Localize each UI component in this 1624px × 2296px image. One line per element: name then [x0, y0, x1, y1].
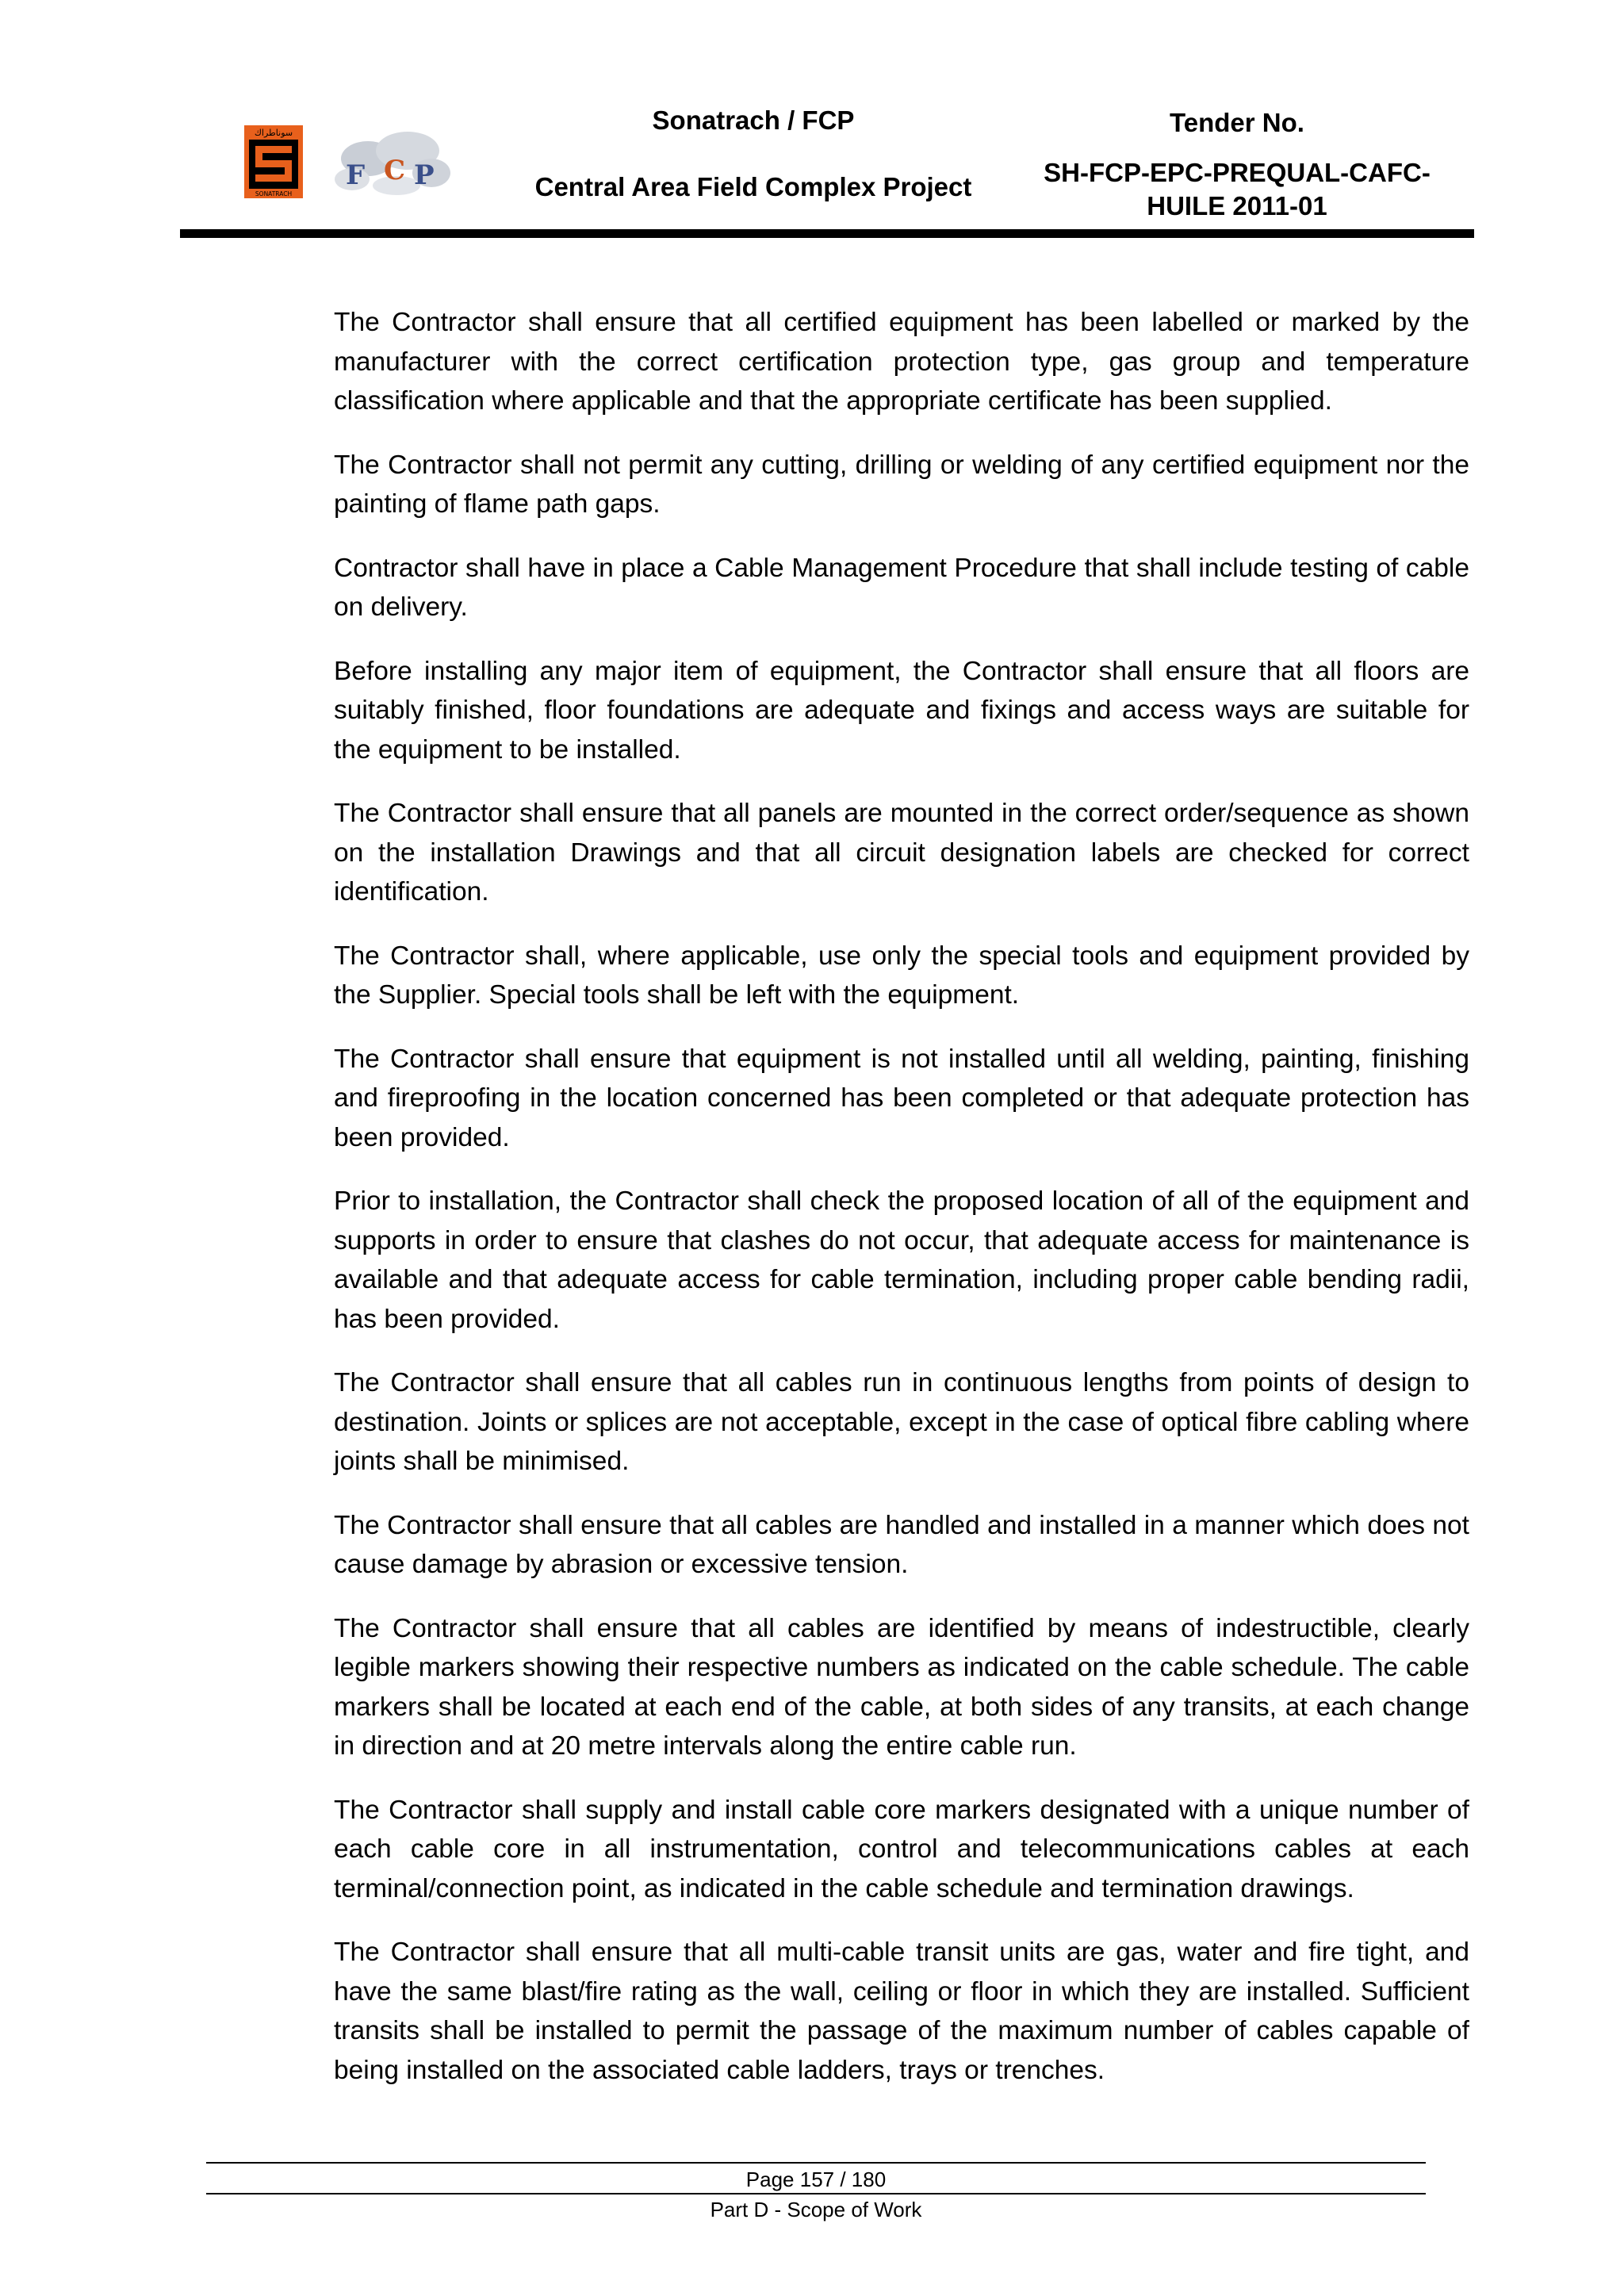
fcp-logo-letter-c: C — [384, 155, 406, 186]
paragraph: The Contractor shall ensure that all cables are handled and installed in a manner which does not cause damage by abrasion or excessive tension. — [334, 1510, 1469, 1579]
paragraph: The Contractor shall, where applicable, use only the special tools and equipment provided by the Supplier. Special tools shall be left with the equipment. — [334, 941, 1469, 1010]
fcp-logo-letter-p: P — [414, 159, 435, 191]
footer-section: Part D - Scope of Work — [710, 2198, 922, 2221]
fcp-logo-letter-f: F — [346, 159, 366, 191]
paragraph: The Contractor shall ensure that equipment is not installed until all welding, painting, finishing and fireproofing in the location concerned has been completed or that adequate protection has been provided. — [334, 1044, 1469, 1152]
header-tender-label: Tender No. — [1170, 108, 1304, 137]
paragraph: Contractor shall have in place a Cable Management Procedure that shall include testing of cable on delivery. — [334, 553, 1469, 622]
sonatrach-logo — [244, 125, 303, 198]
paragraph: Before installing any major item of equipment, the Contractor shall ensure that all floors are suitably finished, floor foundations are adequate and fixings and access ways are suitable for the equipment to be installed. — [334, 656, 1469, 765]
paragraph: The Contractor shall ensure that all cables run in continuous lengths from points of design to destination. Joints or splices are not acceptable, except in the case of optical fibre cabling where joints shall be minimised. — [334, 1368, 1469, 1476]
paragraph: The Contractor shall ensure that all certified equipment has been labelled or marked by the manufacturer with the correct certification protection type, gas group and temperature classification where applicable and that the appropriate certificate has been supplied. — [334, 308, 1469, 416]
page-header — [0, 0, 1624, 246]
paragraph: The Contractor shall ensure that all panels are mounted in the correct order/sequence as shown on the installation Drawings and that all circuit designation labels are checked for correct identification. — [334, 799, 1469, 907]
header-client: Sonatrach / FCP — [652, 105, 855, 135]
paragraph: The Contractor shall supply and install cable core markers designated with a unique number of each cable core in all instrumentation, control and telecommunications cables at each terminal/connection point, as indicated in the cable schedule and termination drawings. — [334, 1795, 1469, 1903]
header-divider — [180, 229, 1474, 238]
paragraph: The Contractor shall ensure that all cables are identified by means of indestructible, clearly legible markers showing their respective numbers as indicated on the cable schedule. The cable markers shall be located at each end of the cable, at both sides of any transits, at each change in direction and at 20 metre intervals along the entire cable run. — [334, 1613, 1469, 1761]
header-project: Central Area Field Complex Project — [534, 172, 972, 201]
paragraph: Prior to installation, the Contractor shall check the proposed location of all of the equipment and supports in order to ensure that clashes do not occur, that adequate access for maintenance is available and that adequate access for cable termination, including proper cable bending radii, has been provided. — [334, 1186, 1469, 1334]
fcp-logo — [320, 127, 455, 203]
page-number: Page 157 / 180 — [745, 2168, 887, 2191]
footer-divider-top — [206, 2162, 1426, 2164]
footer-divider-bottom — [206, 2193, 1426, 2194]
paragraph: The Contractor shall ensure that all multi-cable transit units are gas, water and fire tight, and have the same blast/fire rating as the wall, ceiling or floor in which they are installed. Sufficient transits shall be installed to permit the passage of the maximum number of cables capable of being installed on the associated cable ladders, trays or trenches. — [334, 1938, 1469, 2085]
sonatrach-logo-arabic: سوناطراك — [254, 128, 293, 138]
sonatrach-logo-text: SONATRACH — [255, 190, 293, 197]
paragraph: The Contractor shall not permit any cutting, drilling or welding of any certified equipment nor the painting of flame path gaps. — [334, 450, 1469, 519]
header-tender-number: SH-FCP-EPC-PREQUAL-CAFC-HUILE 2011-01 — [1044, 158, 1431, 220]
document-body — [334, 303, 1469, 2114]
